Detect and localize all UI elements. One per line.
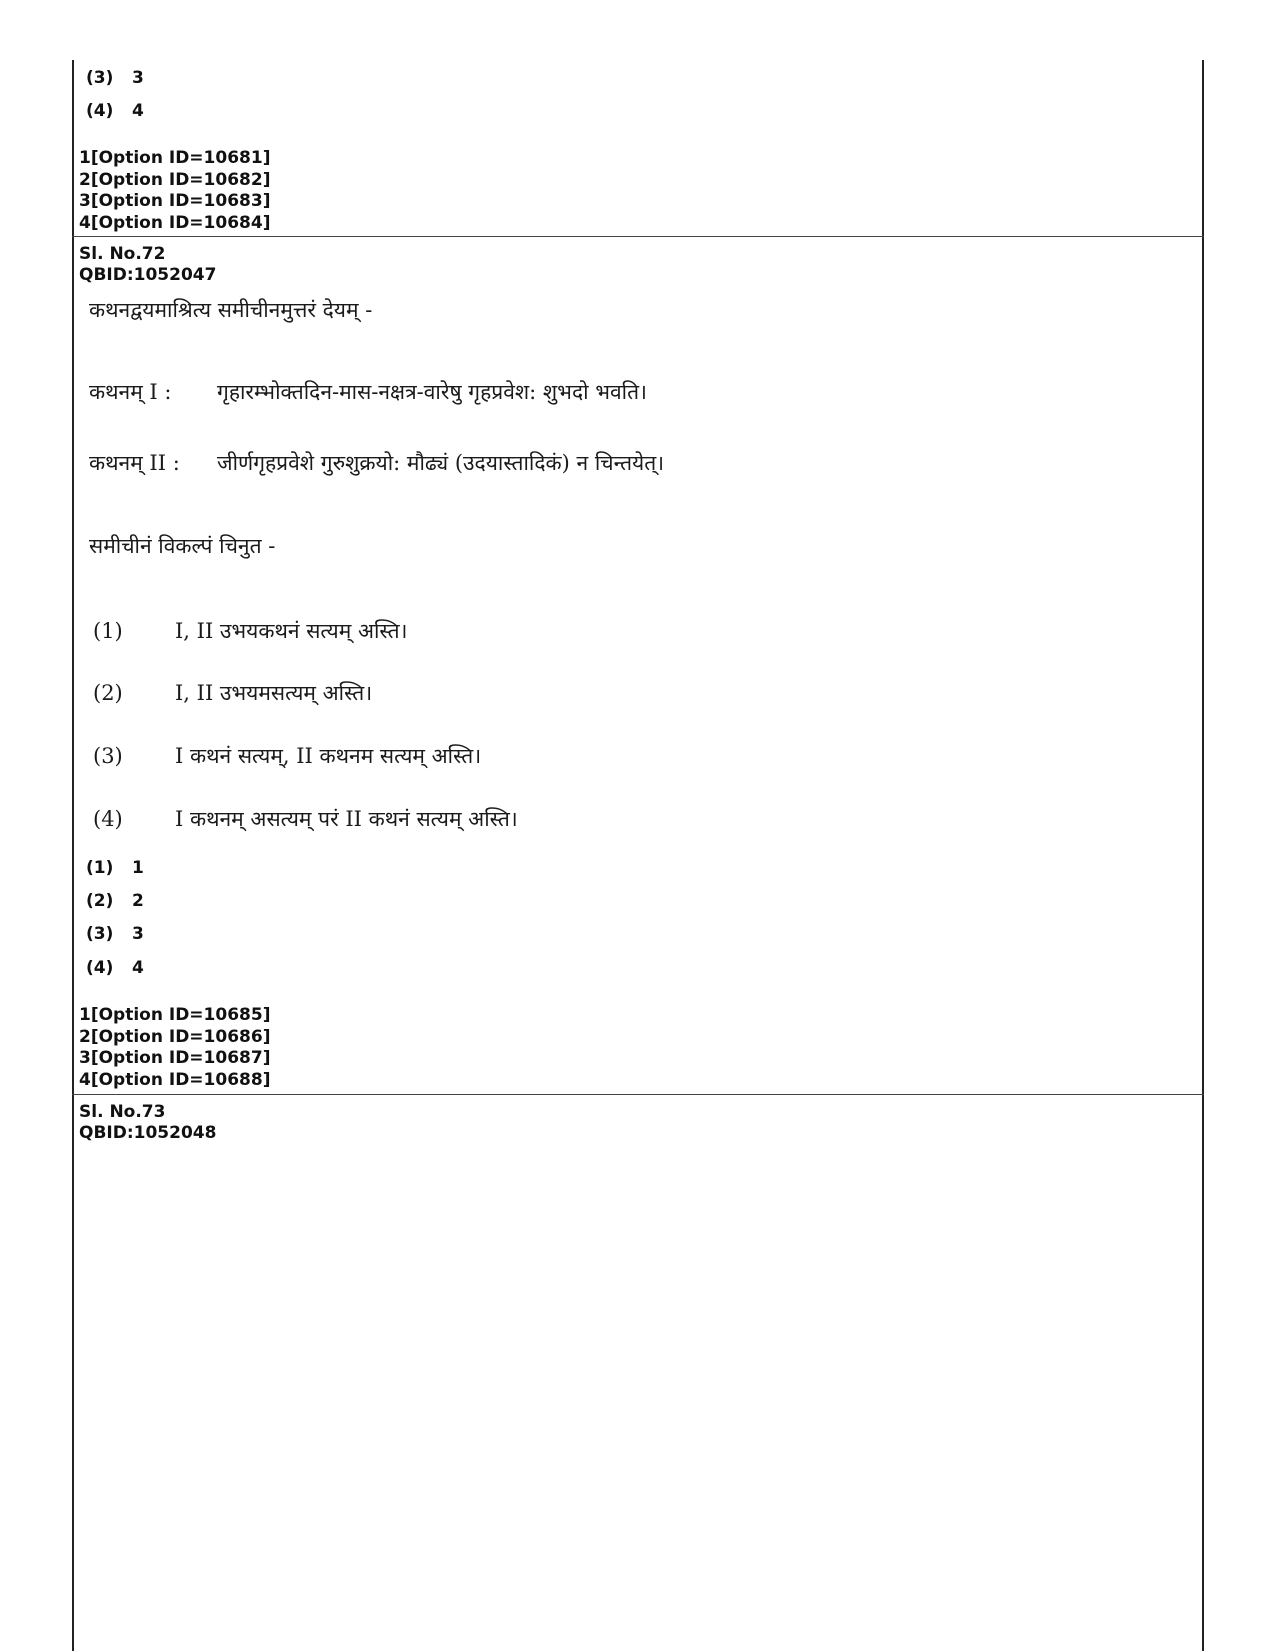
option-id-line: 2[Option ID=10682] — [79, 169, 271, 190]
divider — [72, 1094, 1204, 1095]
q72-option-2: (2) 2 — [86, 891, 144, 911]
option-id-line: 1[Option ID=10685] — [79, 1005, 271, 1025]
q72-statement-2 — [89, 449, 664, 477]
option-id-line: 3[Option ID=10687] — [79, 1048, 271, 1068]
option-id-line: 3[Option ID=10683] — [79, 191, 271, 211]
prev-option-3: (3) 3 — [86, 68, 144, 88]
option-id-line: 4[Option ID=10688] — [79, 1069, 271, 1090]
option-id-line: 4[Option ID=10684] — [79, 212, 271, 233]
divider — [72, 236, 1204, 237]
q72-statement-1 — [89, 378, 647, 406]
prev-option-4: (4) 4 — [86, 101, 144, 121]
option-id-line: 1[Option ID=10681] — [79, 148, 271, 168]
statement-2-text: जीर्णगृहप्रवेशे गुरुशुक्रयो: मौढ्यं (उदयास्तादिकं) न चिन्तयेत्। — [217, 451, 665, 475]
q72-qbid: QBID:1052047 — [79, 265, 217, 285]
option-id-line: 2[Option ID=10686] — [79, 1026, 271, 1047]
prev-option-ids — [79, 148, 270, 234]
q72-option-4: (4) 4 — [86, 958, 144, 978]
q72-choice-2: (2) I, II उभयमसत्यम् अस्ति। — [93, 681, 373, 705]
q72-sl-no: Sl. No.72 — [79, 244, 166, 264]
statement-2-label: कथनम् II : — [89, 451, 180, 475]
q72-option-ids — [79, 1005, 270, 1091]
q72-choice-4: (4) I कथनम् असत्यम् परं II कथनं सत्यम् अस्ति। — [93, 807, 518, 831]
q72-prompt: कथनद्वयमाश्रित्य समीचीनमुत्तरं देयम् - — [89, 298, 373, 322]
q72-option-3: (3) 3 — [86, 924, 144, 944]
q72-option-1: (1) 1 — [86, 858, 144, 878]
q72-choose-instruction: समीचीनं विकल्पं चिनुत - — [89, 534, 276, 558]
q73-sl-no: Sl. No.73 — [79, 1102, 166, 1122]
q72-choice-1: (1) I, II उभयकथनं सत्यम् अस्ति। — [93, 619, 408, 643]
statement-1-text: गृहारम्भोक्तदिन-मास-नक्षत्र-वारेषु गृहप्रवेश: शुभदो भवति। — [217, 380, 648, 404]
statement-1-label: कथनम् I : — [89, 380, 172, 404]
q72-choice-3: (3) I कथनं सत्यम्, II कथनम सत्यम् अस्ति। — [93, 744, 482, 768]
q73-qbid: QBID:1052048 — [79, 1123, 217, 1143]
